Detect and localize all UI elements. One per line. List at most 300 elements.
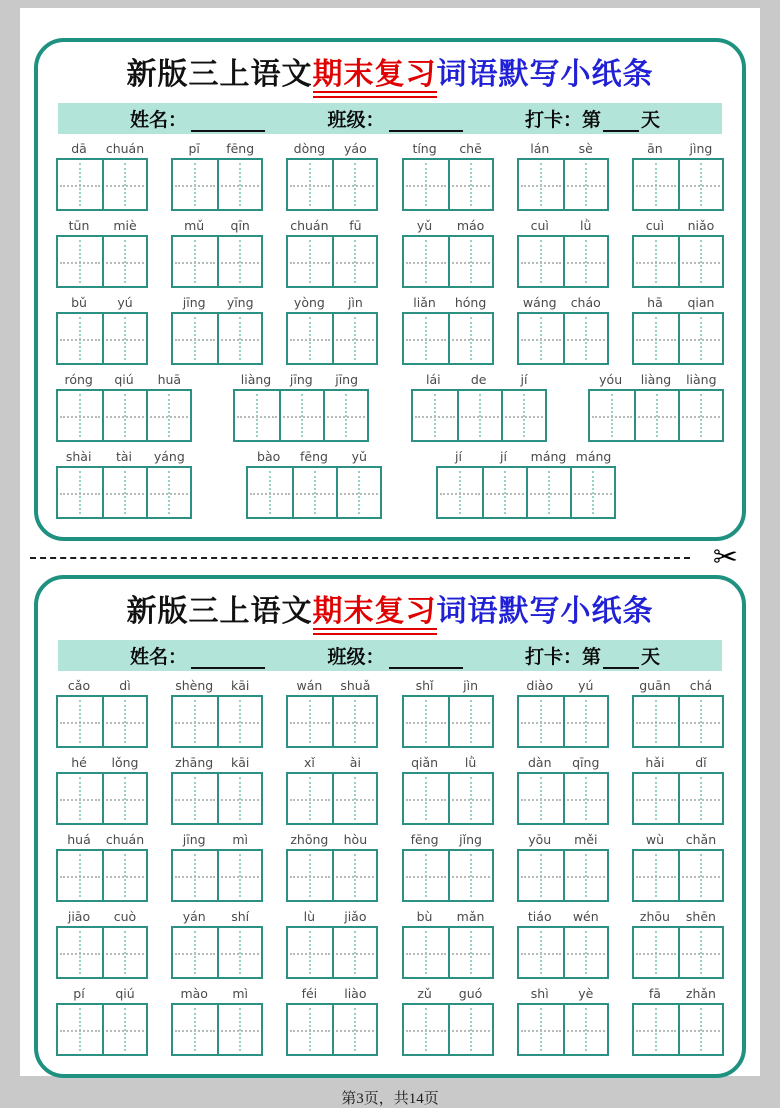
- word-group: [402, 294, 494, 365]
- page-footer: 第3页，共14页: [341, 1091, 439, 1107]
- pinyin-syllable: dàn: [527, 755, 552, 770]
- name-label: 姓名：: [130, 647, 188, 668]
- pinyin-syllable: jǐng: [459, 832, 482, 847]
- word-group: [517, 140, 609, 211]
- checkin-label: 打卡：第: [524, 110, 601, 131]
- pinyin-syllable: diào: [526, 678, 554, 693]
- pinyin-syllable: jìn: [463, 678, 478, 693]
- writing-grid-cell: [404, 774, 448, 823]
- day-blank-line: [603, 652, 639, 669]
- writing-grid-cell: [678, 774, 722, 823]
- writing-grid-cell: [102, 314, 146, 363]
- pinyin-syllable: chuán: [105, 832, 145, 847]
- pinyin-syllable: guān: [639, 678, 671, 693]
- writing-grid-cell: [519, 1005, 563, 1054]
- writing-grid-cell: [404, 237, 448, 286]
- pinyin-syllable: chǎn: [685, 832, 717, 847]
- pinyin-syllable: qīng: [572, 755, 600, 770]
- writing-grid-cell: [288, 237, 332, 286]
- word-group: [286, 754, 378, 825]
- writing-grid-cell: [288, 314, 332, 363]
- pinyin-syllable: wáng: [522, 295, 557, 310]
- pinyin-syllable: mì: [232, 986, 249, 1001]
- pinyin-syllable: de: [470, 372, 487, 387]
- pinyin-syllable: liàng: [640, 372, 672, 387]
- writing-grid-cell: [678, 160, 722, 209]
- word-group: [517, 985, 609, 1056]
- checkin-field: [525, 105, 660, 132]
- slip-panel-2: [34, 575, 746, 1078]
- pinyin-syllable: jīng: [182, 832, 206, 847]
- writing-grid-cell: [678, 391, 722, 440]
- writing-grid-cell: [634, 697, 678, 746]
- pinyin-syllable: shǐ: [415, 678, 434, 693]
- writing-grid-cell: [448, 237, 492, 286]
- writing-grid-cell: [678, 314, 722, 363]
- pinyin-syllable: mì: [232, 832, 249, 847]
- writing-grid-cell: [678, 697, 722, 746]
- pinyin-syllable: liàng: [686, 372, 717, 387]
- pinyin-syllable: xǐ: [303, 755, 315, 770]
- pinyin-syllable: hā: [647, 295, 663, 310]
- writing-grid-cell: [173, 160, 217, 209]
- pinyin-syllable: bù: [416, 909, 433, 924]
- pinyin-syllable: jí: [500, 449, 507, 464]
- pinyin-syllable: jīng: [182, 295, 206, 310]
- writing-grid-cell: [146, 468, 190, 517]
- writing-grid-cell: [102, 851, 146, 900]
- word-group: [402, 985, 494, 1056]
- word-group: [632, 985, 724, 1056]
- word-row: [56, 217, 724, 288]
- word-group: [632, 754, 724, 825]
- writing-grid-cell: [570, 468, 614, 517]
- writing-grid-cell: [146, 391, 190, 440]
- pinyin-syllable: róng: [64, 372, 93, 387]
- word-row: [56, 754, 724, 825]
- writing-grid-cell: [448, 774, 492, 823]
- pinyin-syllable: cǎo: [67, 678, 91, 693]
- writing-grid-cell: [563, 160, 607, 209]
- word-group: [436, 448, 616, 519]
- pinyin-syllable: zǔ: [417, 986, 432, 1001]
- pinyin-syllable: jiāo: [67, 909, 91, 924]
- word-group: [286, 677, 378, 748]
- writing-grid-cell: [102, 774, 146, 823]
- worksheet-page: [20, 8, 760, 1107]
- pinyin-syllable: chuán: [290, 218, 329, 233]
- pinyin-syllable: hóng: [454, 295, 487, 310]
- writing-grid-cell: [404, 928, 448, 977]
- writing-grid-cell: [332, 314, 376, 363]
- pinyin-syllable: huá: [67, 832, 91, 847]
- pinyin-syllable: shèng: [175, 678, 214, 693]
- pinyin-syllable: měi: [574, 832, 598, 847]
- scissors-icon: ✂: [712, 540, 738, 575]
- writing-grid-cell: [332, 697, 376, 746]
- word-row: [56, 831, 724, 902]
- name-blank-line: [191, 652, 265, 669]
- word-group: [517, 908, 609, 979]
- panel-title: [52, 54, 728, 96]
- pinyin-syllable: fū: [349, 218, 362, 233]
- pinyin-syllable: fā: [648, 986, 661, 1001]
- pinyin-syllable: yǔ: [351, 449, 367, 464]
- pinyin-syllable: dǐ: [695, 755, 707, 770]
- word-group: [402, 140, 494, 211]
- pinyin-syllable: qiú: [114, 372, 134, 387]
- word-group: [517, 677, 609, 748]
- pinyin-syllable: qiú: [115, 986, 135, 1001]
- pinyin-syllable: yīng: [226, 295, 254, 310]
- writing-grid-cell: [563, 928, 607, 977]
- word-row: [56, 448, 724, 519]
- pinyin-syllable: qian: [687, 295, 715, 310]
- writing-grid-cell: [217, 237, 261, 286]
- pinyin-syllable: ài: [349, 755, 361, 770]
- checkin-field: [525, 642, 660, 669]
- pinyin-syllable: niǎo: [687, 218, 715, 233]
- word-group: [517, 831, 609, 902]
- writing-grid-cell: [519, 697, 563, 746]
- class-blank-line: [389, 652, 463, 669]
- pinyin-syllable: cuì: [530, 218, 549, 233]
- pinyin-syllable: lán: [530, 141, 550, 156]
- writing-grid-cell: [102, 468, 146, 517]
- writing-grid-cell: [58, 697, 102, 746]
- word-group: [632, 908, 724, 979]
- writing-grid-cell: [563, 774, 607, 823]
- pinyin-syllable: mǎn: [456, 909, 485, 924]
- word-group: [286, 294, 378, 365]
- word-group: [56, 217, 148, 288]
- writing-grid-cell: [448, 928, 492, 977]
- writing-grid-cell: [288, 1005, 332, 1054]
- pinyin-syllable: sè: [578, 141, 593, 156]
- writing-grid-cell: [173, 774, 217, 823]
- word-row: [56, 908, 724, 979]
- class-blank-line: [389, 115, 463, 132]
- writing-grid-cell: [448, 160, 492, 209]
- writing-grid-cell: [678, 928, 722, 977]
- class-label: 班级：: [327, 110, 385, 131]
- writing-grid-cell: [482, 468, 526, 517]
- word-group: [56, 294, 148, 365]
- pinyin-syllable: huā: [157, 372, 182, 387]
- writing-grid-cell: [336, 468, 380, 517]
- class-field: [327, 642, 462, 669]
- pinyin-syllable: tiáo: [527, 909, 552, 924]
- word-row: [56, 985, 724, 1056]
- title-segment-red: 期末复习: [313, 58, 437, 98]
- pinyin-syllable: yōu: [528, 832, 552, 847]
- pinyin-syllable: lái: [426, 372, 441, 387]
- word-rows-panel-2: [52, 677, 728, 1056]
- pinyin-syllable: dì: [119, 678, 131, 693]
- writing-grid-cell: [217, 774, 261, 823]
- pinyin-syllable: pí: [73, 986, 85, 1001]
- writing-grid-cell: [519, 314, 563, 363]
- writing-grid-cell: [58, 314, 102, 363]
- pinyin-syllable: cháo: [570, 295, 601, 310]
- word-group: [171, 831, 263, 902]
- pinyin-syllable: fēng: [226, 141, 255, 156]
- pinyin-syllable: shēn: [685, 909, 716, 924]
- pinyin-syllable: shí: [231, 909, 250, 924]
- writing-grid-cell: [292, 468, 336, 517]
- writing-grid-cell: [102, 928, 146, 977]
- pinyin-syllable: pī: [188, 141, 200, 156]
- writing-grid-cell: [404, 160, 448, 209]
- writing-grid-cell: [173, 928, 217, 977]
- word-group: [171, 140, 263, 211]
- pinyin-syllable: lù: [303, 909, 316, 924]
- writing-grid-cell: [288, 697, 332, 746]
- writing-grid-cell: [58, 928, 102, 977]
- pinyin-syllable: chuán: [105, 141, 145, 156]
- pinyin-syllable: chē: [459, 141, 482, 156]
- pinyin-syllable: jìng: [689, 141, 713, 156]
- pinyin-syllable: shuǎ: [340, 678, 371, 693]
- pinyin-syllable: zhǎn: [685, 986, 716, 1001]
- title-segment-black: 新版三上语文: [126, 58, 313, 91]
- writing-grid-cell: [173, 697, 217, 746]
- word-group: [233, 371, 369, 442]
- writing-grid-cell: [526, 468, 570, 517]
- writing-grid-cell: [634, 160, 678, 209]
- word-group: [402, 908, 494, 979]
- pinyin-syllable: jīng: [289, 372, 313, 387]
- writing-grid-cell: [519, 774, 563, 823]
- word-group: [402, 677, 494, 748]
- writing-grid-cell: [173, 851, 217, 900]
- writing-grid-cell: [678, 1005, 722, 1054]
- pinyin-syllable: lǜ: [464, 755, 477, 770]
- pinyin-syllable: cuò: [113, 909, 137, 924]
- pinyin-syllable: yú: [578, 678, 594, 693]
- writing-grid-cell: [413, 391, 457, 440]
- title-segment-blue: 词语默写小纸条: [436, 595, 654, 628]
- pinyin-syllable: guó: [458, 986, 483, 1001]
- word-group: [286, 908, 378, 979]
- pinyin-syllable: yáng: [153, 449, 185, 464]
- word-group: [56, 677, 148, 748]
- word-group: [632, 294, 724, 365]
- pinyin-syllable: liào: [344, 986, 367, 1001]
- word-row: [56, 371, 724, 442]
- writing-grid-cell: [58, 851, 102, 900]
- word-group: [56, 985, 148, 1056]
- writing-grid-cell: [217, 697, 261, 746]
- pinyin-syllable: tài: [115, 449, 133, 464]
- writing-grid-cell: [217, 851, 261, 900]
- writing-grid-cell: [563, 697, 607, 746]
- word-group: [171, 294, 263, 365]
- pinyin-syllable: shì: [530, 986, 549, 1001]
- writing-grid-cell: [217, 160, 261, 209]
- title-segment-red: 期末复习: [313, 595, 437, 635]
- pinyin-syllable: liǎn: [413, 295, 436, 310]
- writing-grid-cell: [563, 851, 607, 900]
- pinyin-syllable: jīng: [335, 372, 359, 387]
- class-field: [327, 105, 462, 132]
- pinyin-syllable: dā: [71, 141, 87, 156]
- pinyin-syllable: hǎi: [645, 755, 665, 770]
- writing-grid-cell: [173, 1005, 217, 1054]
- writing-grid-cell: [102, 160, 146, 209]
- word-group: [632, 677, 724, 748]
- panel-title: [52, 591, 728, 633]
- writing-grid-cell: [248, 468, 292, 517]
- writing-grid-cell: [634, 774, 678, 823]
- title-segment-black: 新版三上语文: [126, 595, 313, 628]
- writing-grid-cell: [217, 1005, 261, 1054]
- pinyin-syllable: zhōu: [639, 909, 670, 924]
- class-label: 班级：: [327, 647, 385, 668]
- writing-grid-cell: [102, 1005, 146, 1054]
- word-group: [171, 908, 263, 979]
- writing-grid-cell: [332, 774, 376, 823]
- word-row: [56, 294, 724, 365]
- writing-grid-cell: [102, 237, 146, 286]
- writing-grid-cell: [332, 237, 376, 286]
- pinyin-syllable: yóu: [599, 372, 623, 387]
- writing-grid-cell: [519, 928, 563, 977]
- word-group: [56, 140, 148, 211]
- word-group: [402, 831, 494, 902]
- writing-grid-cell: [634, 314, 678, 363]
- pinyin-syllable: kāi: [231, 678, 250, 693]
- writing-grid-cell: [323, 391, 367, 440]
- writing-grid-cell: [501, 391, 545, 440]
- pinyin-syllable: wén: [572, 909, 599, 924]
- pinyin-syllable: yáo: [344, 141, 367, 156]
- pinyin-syllable: liàng: [240, 372, 272, 387]
- checkin-label: 打卡：第: [524, 647, 601, 668]
- word-group: [286, 985, 378, 1056]
- pinyin-syllable: qiǎn: [411, 755, 439, 770]
- pinyin-syllable: yòng: [293, 295, 325, 310]
- checkin-suffix: 天: [640, 647, 660, 668]
- name-blank-line: [191, 115, 265, 132]
- pinyin-syllable: chá: [689, 678, 713, 693]
- pinyin-syllable: ān: [647, 141, 663, 156]
- pinyin-syllable: miè: [113, 218, 137, 233]
- pinyin-syllable: kāi: [231, 755, 250, 770]
- writing-grid-cell: [634, 391, 678, 440]
- title-segment-blue: 词语默写小纸条: [436, 58, 654, 91]
- pinyin-syllable: jí: [520, 372, 528, 387]
- pinyin-syllable: zhōng: [290, 832, 329, 847]
- writing-grid-cell: [448, 1005, 492, 1054]
- writing-grid-cell: [58, 1005, 102, 1054]
- slip-panel-1: [34, 38, 746, 541]
- word-group: [56, 831, 148, 902]
- pinyin-syllable: fēng: [410, 832, 439, 847]
- word-group: [588, 371, 724, 442]
- writing-grid-cell: [519, 851, 563, 900]
- writing-grid-cell: [102, 391, 146, 440]
- word-row: [56, 677, 724, 748]
- writing-grid-cell: [404, 851, 448, 900]
- name-field: [130, 642, 265, 669]
- writing-grid-cell: [58, 468, 102, 517]
- writing-grid-cell: [332, 1005, 376, 1054]
- pinyin-syllable: lǒng: [111, 755, 139, 770]
- word-group: [517, 217, 609, 288]
- writing-grid-cell: [563, 237, 607, 286]
- writing-grid-cell: [563, 314, 607, 363]
- pinyin-syllable: hé: [71, 755, 87, 770]
- name-field: [130, 105, 265, 132]
- word-group: [171, 677, 263, 748]
- writing-grid-cell: [457, 391, 501, 440]
- writing-grid-cell: [448, 314, 492, 363]
- word-group: [56, 371, 192, 442]
- writing-grid-cell: [519, 237, 563, 286]
- writing-grid-cell: [288, 928, 332, 977]
- word-group: [286, 217, 378, 288]
- word-group: [632, 831, 724, 902]
- word-group: [402, 217, 494, 288]
- pinyin-syllable: mào: [180, 986, 208, 1001]
- writing-grid-cell: [288, 160, 332, 209]
- writing-grid-cell: [58, 160, 102, 209]
- pinyin-syllable: tíng: [412, 141, 437, 156]
- info-bar: [58, 103, 722, 134]
- word-group: [632, 217, 724, 288]
- writing-grid-cell: [590, 391, 634, 440]
- writing-grid-cell: [332, 851, 376, 900]
- word-group: [171, 985, 263, 1056]
- pinyin-syllable: yè: [578, 986, 594, 1001]
- pinyin-syllable: fēng: [300, 449, 328, 464]
- pinyin-syllable: yǔ: [416, 218, 433, 233]
- pinyin-syllable: lǜ: [580, 218, 592, 233]
- pinyin-syllable: féi: [301, 986, 318, 1001]
- writing-grid-cell: [404, 314, 448, 363]
- pinyin-syllable: wán: [296, 678, 323, 693]
- pinyin-syllable: yú: [117, 295, 133, 310]
- writing-grid-cell: [217, 314, 261, 363]
- word-group: [632, 140, 724, 211]
- word-group: [246, 448, 382, 519]
- writing-grid-cell: [404, 697, 448, 746]
- pinyin-syllable: cuì: [645, 218, 665, 233]
- writing-grid-cell: [58, 391, 102, 440]
- word-group: [171, 754, 263, 825]
- pinyin-syllable: dòng: [293, 141, 326, 156]
- writing-grid-cell: [634, 237, 678, 286]
- pinyin-syllable: qīn: [230, 218, 250, 233]
- day-blank-line: [603, 115, 639, 132]
- pinyin-syllable: máng: [575, 449, 612, 464]
- info-bar: [58, 640, 722, 671]
- pinyin-syllable: bào: [257, 449, 281, 464]
- pinyin-syllable: hòu: [343, 832, 368, 847]
- pinyin-syllable: wù: [645, 832, 665, 847]
- word-group: [56, 908, 148, 979]
- pinyin-syllable: shài: [65, 449, 92, 464]
- writing-grid-cell: [634, 1005, 678, 1054]
- writing-grid-cell: [288, 851, 332, 900]
- word-group: [402, 754, 494, 825]
- pinyin-syllable: mǔ: [184, 218, 205, 233]
- writing-grid-cell: [563, 1005, 607, 1054]
- pinyin-syllable: jiǎo: [344, 909, 367, 924]
- writing-grid-cell: [438, 468, 482, 517]
- word-group: [56, 448, 192, 519]
